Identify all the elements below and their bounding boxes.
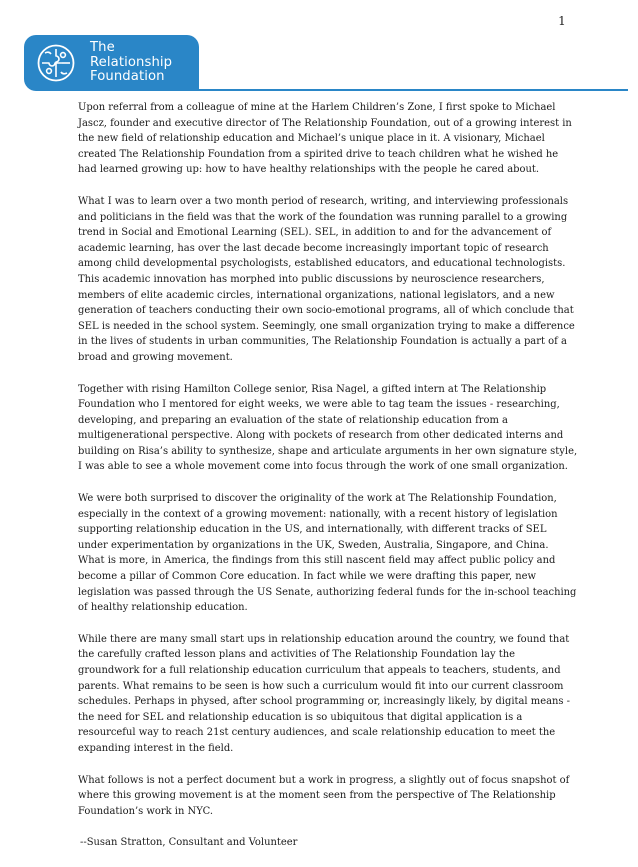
logo-line-the: The (90, 40, 115, 56)
paragraph-originality: We were both surprised to discover the originality of the work at The Relationship Foundation, especially in the context of a growing movement: nationally, with a recent history of legislation supporting relationship education in the US, and internationally, with different tracks of SEL under experimentation by organizations in the UK, Sweden, Australia, Singapore, and China. What is more, in America, the findings from this still nascent field may affect public policy and become a pillar of Common Core education. In fact while we were drafting this paper, new legislation was passed through the US Senate, authorizing federal funds for the in-school teaching of healthy relationship education. (78, 493, 577, 614)
paragraph-closing: What follows is not a perfect document but a work in progress, a slightly out of focus snapshot of where this growing movement is at the moment seen from the perspective of The Relationship Foundation’s work in NYC. (78, 774, 570, 817)
puzzle-globe-icon (36, 43, 76, 83)
letter-body (78, 100, 578, 867)
logo-line-foundation: Foundation (90, 69, 165, 85)
signature: --Susan Stratton, Consultant and Volunteer (80, 837, 298, 849)
paragraph-curriculum: While there are many small start ups in relationship education around the country, we found that the carefully crafted lesson plans and activities of The Relationship Foundation lay the groundwork for a full relationship education curriculum that appeals to teachers, students, and parents. What remains to be seen is how such a curriculum would fit into our current classroom schedules. Perhaps in physed, after school programming or, increasingly likely, by digital means - the need for SEL and relationship education is so ubiquitous that digital application is a resourceful way to reach 21st century audiences, and scale relationship education to meet the expanding interest in the field. (78, 633, 571, 754)
relationship-foundation-logo (24, 35, 199, 91)
page-number: 1 (558, 14, 566, 28)
paragraph-sel-trend: What I was to learn over a two month period of research, writing, and interviewing professionals and politicians in the field was that the work of the foundation was running parallel to a growing trend in Social and Emotional Learning (SEL). SEL, in addition to and for the advancement of academic learning, has over the last decade become increasingly important topic of research among child developmental psychologists, established educators, and educational technologists. This academic innovation has morphed into public discussions by neuroscience researchers, members of elite academic circles, international organizations, national legislators, and a new generation of teachers conducting their own socio-emotional programs, all of which conclude that SEL is needed in the school system. Seemingly, one small organization trying to make a difference in the lives of students in urban communities, The Relationship Foundation is actually a part of a broad and growing movement. (78, 195, 575, 363)
header-rule (198, 89, 628, 91)
paragraph-collaboration: Together with rising Hamilton College senior, Risa Nagel, a gifted intern at The Relationship Foundation who I mentored for eight weeks, we were able to tag team the issues - researching, developing, and preparing an evaluation of the state of relationship education from a multigenerational perspective. Along with pockets of research from other dedicated interns and building on Risa’s ability to synthesize, shape and articulate arguments in her own signature style, I was able to see a whole movement come into focus through the work of one small organization. (78, 383, 578, 473)
logo-wordmark (90, 41, 172, 84)
paragraph-referral: Upon referral from a colleague of mine at the Harlem Children’s Zone, I first spoke to Michael Jascz, founder and executive director of The Relationship Foundation, out of a growing interest in the new field of relationship education and Michael’s unique place in it. A visionary, Michael created The Relationship Foundation from a spirited drive to teach children what he wished he had learned growing up: how to have healthy relationships with the people he cared about. (78, 102, 572, 176)
logo-line-relationship: Relationship (90, 54, 173, 70)
